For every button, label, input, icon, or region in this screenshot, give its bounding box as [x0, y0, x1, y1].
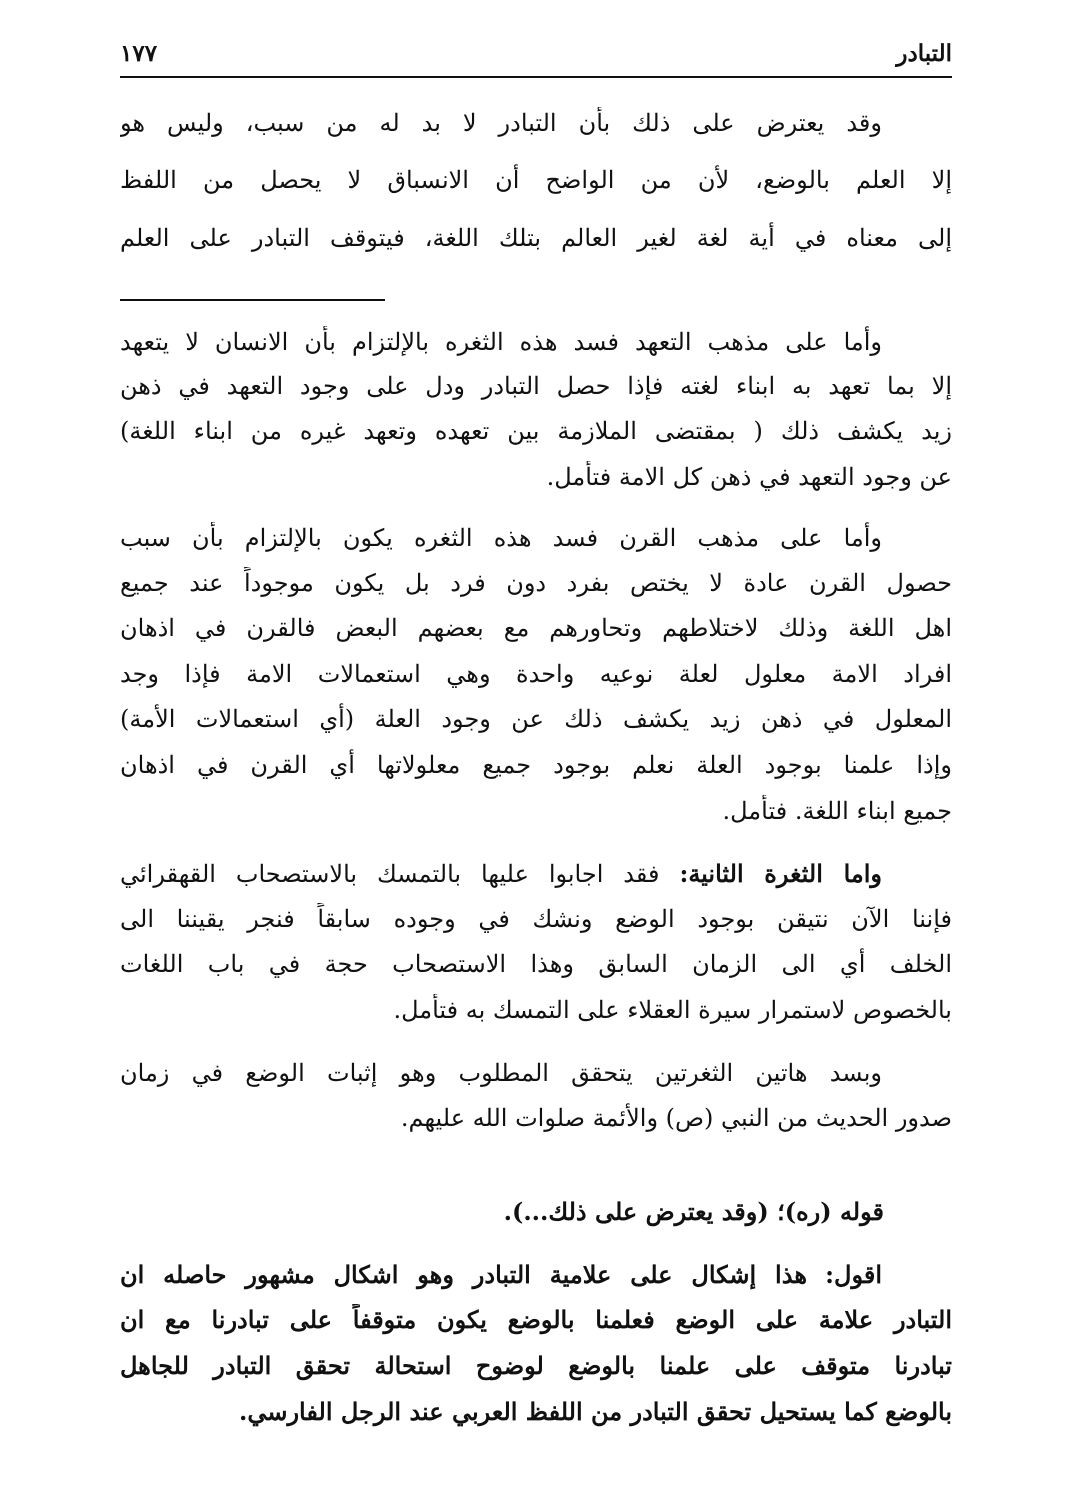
commentary-line: بالوضع كما يستحيل تحقق التبادر من اللفظ العربي عند الرجل الفارسي. — [239, 1397, 952, 1426]
commentary-text: فقد اجابوا عليها بالتمسك بالاستصحاب القهقرائي — [120, 860, 660, 888]
commentary-line: بالخصوص لاستمرار سيرة العقلاء على التمسك به فتأمل. — [393, 996, 952, 1024]
commentary-line: اهل اللغة وذلك لاختلاطهم وتحاورهم مع بعضهم البعض فالقرن في اذهان — [120, 614, 952, 642]
commentary-line: الخلف أي الى الزمان السابق وهذا الاستصحاب حجة في باب اللغات — [120, 950, 952, 978]
main-text-line: إلى معناه في أية لغة لغير العالم بتلك اللغة، فيتوقف التبادر على العلم — [120, 224, 952, 252]
section-label: اقول: — [825, 1260, 882, 1289]
section-label: واما الثغرة الثانية: — [679, 859, 882, 888]
commentary-line — [120, 858, 882, 890]
commentary-line: عن وجود التعهد في ذهن كل الامة فتأمل. — [546, 463, 952, 491]
quote-heading: قوله (ره)؛ (وقد يعترض على ذلك...). — [503, 1197, 884, 1226]
commentary-line — [120, 1259, 882, 1291]
commentary-line: افراد الامة معلول لعلة نوعيه واحدة وهي استعمالات الامة فإذا وجد — [120, 660, 952, 688]
commentary-line: حصول القرن عادة لا يختص بفرد دون فرد بل يكون موجوداً عند جميع — [120, 569, 952, 597]
footnote-separator — [120, 299, 385, 301]
commentary-line: زيد يكشف ذلك ( بمقتضى الملازمة بين تعهده وتعهد غيره من ابناء اللغة) — [120, 417, 952, 445]
commentary-line: وأما على مذهب التعهد فسد هذه الثغره بالإلتزام بأن الانسان لا يتعهد — [120, 328, 882, 356]
commentary-text: هذا إشكال على علامية التبادر وهو اشكال مشهور حاصله ان — [120, 1260, 807, 1289]
running-title: التبادر — [896, 40, 952, 67]
main-text-line: إلا العلم بالوضع، لأن من الواضح أن الانسباق لا يحصل من اللفظ — [120, 166, 952, 194]
commentary-line: وبسد هاتين الثغرتين يتحقق المطلوب وهو إثبات الوضع في زمان — [120, 1059, 882, 1087]
commentary-line: التبادر علامة على الوضع فعلمنا بالوضع يكون متوقفاً على تبادرنا مع ان — [120, 1305, 952, 1334]
main-text-line: وقد يعترض على ذلك بأن التبادر لا بد له من سبب، وليس هو — [120, 109, 882, 137]
page-number: ١٧٧ — [120, 40, 158, 67]
page-header — [120, 36, 952, 78]
commentary-line: جميع ابناء اللغة. فتأمل. — [722, 797, 952, 825]
commentary-line: فإننا الآن نتيقن بوجود الوضع ونشك في وجوده سابقاً فنجر يقيننا الى — [120, 905, 952, 933]
commentary-line: وأما على مذهب القرن فسد هذه الثغره يكون بالإلتزام بأن سبب — [120, 524, 882, 552]
commentary-line: صدور الحديث من النبي (ص) والأئمة صلوات الله عليهم. — [400, 1104, 952, 1132]
commentary-line: تبادرنا متوقف على علمنا بالوضع لوضوح استحالة تحقق التبادر للجاهل — [120, 1351, 952, 1380]
commentary-line: إلا بما تعهد به ابناء لغته فإذا حصل التبادر ودل على وجود التعهد في ذهن — [120, 372, 952, 400]
commentary-line: المعلول في ذهن زيد يكشف ذلك عن وجود العلة (أي استعمالات الأمة) — [120, 705, 952, 733]
commentary-line: وإذا علمنا بوجود العلة نعلم بوجود جميع معلولاتها أي القرن في اذهان — [120, 751, 952, 779]
